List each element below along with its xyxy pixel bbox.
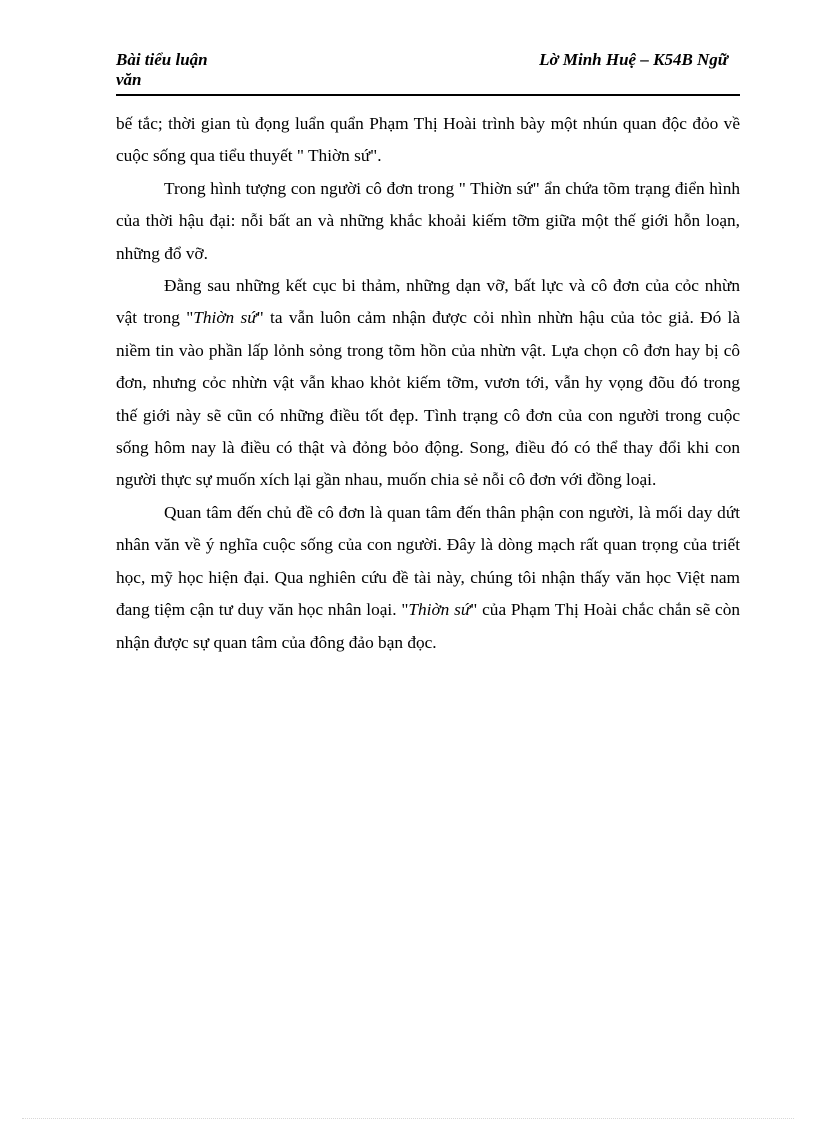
- page-header: [116, 50, 740, 96]
- header-author: Lờ Minh Huệ – K54B Ngữ: [539, 50, 728, 69]
- paragraph-1-text: bế tắc; thời gian tù đọng luẩn quẩn Phạm Thị Hoài trình bày một nhún quan độc đỏo về cuộc sống qua tiểu thuyết " Thiờn sứ".: [116, 114, 740, 166]
- page-bottom-border: [22, 1118, 794, 1119]
- paragraph-4-text-end: " của Phạm Thị Hoài chắc chắn sẽ còn nhận được sự quan tâm của đông đảo bạn đọc.: [116, 600, 741, 652]
- paragraph-2: [116, 173, 740, 270]
- paragraph-4: [116, 497, 740, 659]
- paragraph-3-text-start: Đằng sau những kết cục bi thảm, những dạn vỡ, bất lực và cô đơn của cỏc nhừn vật trong ": [116, 276, 740, 328]
- document-body: [116, 108, 740, 659]
- paragraph-4-text-start: Quan tâm đến chủ đề cô đơn là quan tâm đến thân phận con người, là mối day dứt nhân văn về ý nghĩa cuộc sống của con người. Đây là dòng mạch rất quan trọng của triết học, mỹ học hiện đại. Qua nghiên cứu đề tài này, chúng tôi nhận thấy văn học Việt nam đang tiệm cận tư duy văn học nhân loại. ": [116, 502, 740, 620]
- paragraph-3-text-end: " ta vẫn luôn cảm nhận được cỏi nhìn nhừn hậu của tỏc giả. Đó là niềm tin vào phần lấp lỏnh sỏng trong tõm hồn của nhừn vật. Lựa chọn cô đơn hay bị cô đơn, nhưng cỏc nhừn vật vẫn khao khỏt kiếm tỡm, vươn tới, vẫn hy vọng đõu đó trong thế giới này sẽ cũn có những điều tốt đẹp. Tình trạng cô đơn của con người trong cuộc sống hôm nay là điều có thật và đỏng bỏo động. Song, điều đó có thể thay đổi khi con người thực sự muốn xích lại gần nhau, muốn chia sẻ nỗi cô đơn với đồng loại.: [116, 308, 740, 490]
- paragraph-1: [116, 108, 740, 173]
- paragraph-4-novel-title: Thiờn sứ: [408, 600, 471, 620]
- header-left-title: Bài tiểu luận văn: [116, 50, 208, 89]
- paragraph-2-text: Trong hình tượng con người cô đơn trong " Thiờn sứ" ẩn chứa tõm trạng điển hình của thời hậu đại: nỗi bất an và những khắc khoải kiếm tỡm giữa một thế giới hỗn loạn, những đổ vỡ.: [116, 178, 740, 263]
- paragraph-3-novel-title: Thiờn sứ: [193, 308, 257, 328]
- paragraph-3: [116, 270, 740, 497]
